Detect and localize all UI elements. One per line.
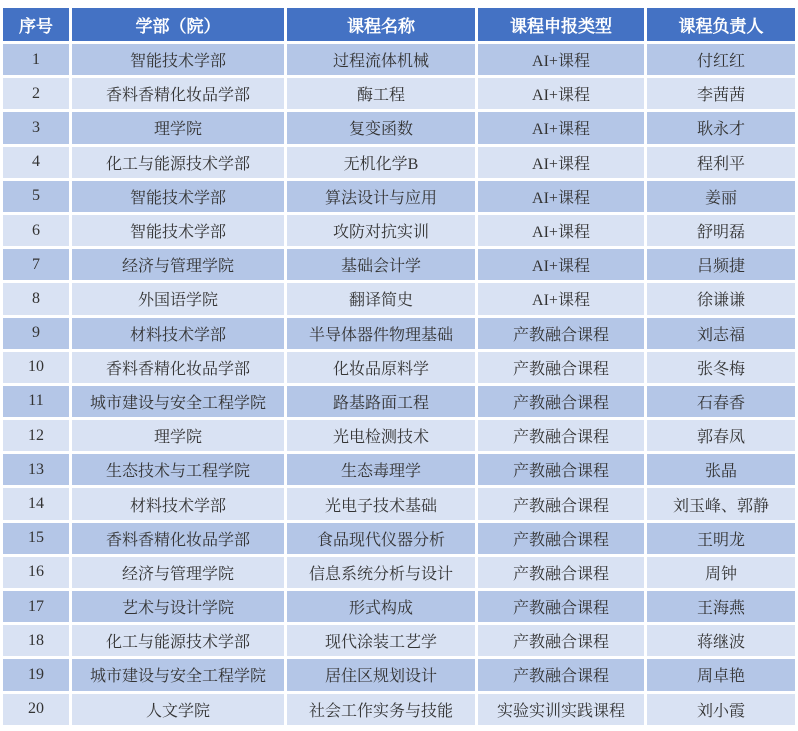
cell-department: 智能技术学部 bbox=[72, 215, 284, 246]
cell-course-name: 过程流体机械 bbox=[287, 44, 475, 75]
cell-index: 13 bbox=[3, 454, 69, 485]
cell-leader: 蒋继波 bbox=[647, 625, 795, 656]
cell-course-name: 路基路面工程 bbox=[287, 386, 475, 417]
cell-course-name: 复变函数 bbox=[287, 112, 475, 143]
cell-application-type: 产教融合课程 bbox=[478, 318, 644, 349]
cell-department: 智能技术学部 bbox=[72, 181, 284, 212]
column-header-application-type: 课程申报类型 bbox=[478, 8, 644, 41]
cell-index: 3 bbox=[3, 112, 69, 143]
cell-index: 17 bbox=[3, 591, 69, 622]
cell-application-type: 产教融合课程 bbox=[478, 591, 644, 622]
cell-leader: 徐谦谦 bbox=[647, 283, 795, 314]
cell-department: 化工与能源技术学部 bbox=[72, 147, 284, 178]
table-row bbox=[3, 112, 795, 143]
table-row bbox=[3, 352, 795, 383]
cell-department: 理学院 bbox=[72, 112, 284, 143]
cell-department: 理学院 bbox=[72, 420, 284, 451]
cell-leader: 刘志福 bbox=[647, 318, 795, 349]
cell-course-name: 酶工程 bbox=[287, 78, 475, 109]
cell-course-name: 无机化学B bbox=[287, 147, 475, 178]
cell-application-type: 产教融合课程 bbox=[478, 386, 644, 417]
table-row bbox=[3, 523, 795, 554]
cell-application-type: 产教融合课程 bbox=[478, 454, 644, 485]
cell-department: 香料香精化妆品学部 bbox=[72, 352, 284, 383]
cell-application-type: 产教融合课程 bbox=[478, 523, 644, 554]
cell-department: 艺术与设计学院 bbox=[72, 591, 284, 622]
cell-course-name: 生态毒理学 bbox=[287, 454, 475, 485]
cell-department: 城市建设与安全工程学院 bbox=[72, 386, 284, 417]
table-row bbox=[3, 694, 795, 725]
cell-index: 16 bbox=[3, 557, 69, 588]
table-row bbox=[3, 215, 795, 246]
table-body bbox=[3, 44, 795, 725]
cell-leader: 周卓艳 bbox=[647, 659, 795, 690]
cell-course-name: 翻译简史 bbox=[287, 283, 475, 314]
cell-application-type: 产教融合课程 bbox=[478, 420, 644, 451]
cell-course-name: 食品现代仪器分析 bbox=[287, 523, 475, 554]
table-row bbox=[3, 283, 795, 314]
table-row bbox=[3, 625, 795, 656]
cell-course-name: 信息系统分析与设计 bbox=[287, 557, 475, 588]
column-header-department: 学部（院） bbox=[72, 8, 284, 41]
table-row bbox=[3, 454, 795, 485]
cell-leader: 王海燕 bbox=[647, 591, 795, 622]
table-row bbox=[3, 557, 795, 588]
cell-application-type: AI+课程 bbox=[478, 112, 644, 143]
cell-department: 生态技术与工程学院 bbox=[72, 454, 284, 485]
table-row bbox=[3, 488, 795, 519]
table-row bbox=[3, 181, 795, 212]
cell-course-name: 光电检测技术 bbox=[287, 420, 475, 451]
cell-index: 6 bbox=[3, 215, 69, 246]
table-row bbox=[3, 386, 795, 417]
cell-leader: 刘小霞 bbox=[647, 694, 795, 725]
cell-department: 化工与能源技术学部 bbox=[72, 625, 284, 656]
cell-application-type: AI+课程 bbox=[478, 44, 644, 75]
cell-leader: 周钟 bbox=[647, 557, 795, 588]
cell-index: 11 bbox=[3, 386, 69, 417]
cell-index: 19 bbox=[3, 659, 69, 690]
cell-course-name: 光电子技术基础 bbox=[287, 488, 475, 519]
column-header-leader: 课程负责人 bbox=[647, 8, 795, 41]
cell-department: 香料香精化妆品学部 bbox=[72, 523, 284, 554]
cell-index: 2 bbox=[3, 78, 69, 109]
cell-leader: 姜丽 bbox=[647, 181, 795, 212]
table-row bbox=[3, 591, 795, 622]
cell-index: 15 bbox=[3, 523, 69, 554]
cell-application-type: 产教融合课程 bbox=[478, 488, 644, 519]
cell-index: 5 bbox=[3, 181, 69, 212]
cell-department: 城市建设与安全工程学院 bbox=[72, 659, 284, 690]
cell-course-name: 现代涂装工艺学 bbox=[287, 625, 475, 656]
cell-leader: 张冬梅 bbox=[647, 352, 795, 383]
cell-leader: 石春香 bbox=[647, 386, 795, 417]
cell-course-name: 化妆品原料学 bbox=[287, 352, 475, 383]
cell-application-type: 产教融合课程 bbox=[478, 557, 644, 588]
table-row bbox=[3, 44, 795, 75]
cell-department: 智能技术学部 bbox=[72, 44, 284, 75]
cell-department: 经济与管理学院 bbox=[72, 557, 284, 588]
cell-application-type: 产教融合课程 bbox=[478, 352, 644, 383]
cell-index: 9 bbox=[3, 318, 69, 349]
cell-course-name: 半导体器件物理基础 bbox=[287, 318, 475, 349]
course-table bbox=[0, 5, 798, 728]
cell-application-type: AI+课程 bbox=[478, 283, 644, 314]
cell-department: 材料技术学部 bbox=[72, 318, 284, 349]
cell-index: 4 bbox=[3, 147, 69, 178]
cell-course-name: 社会工作实务与技能 bbox=[287, 694, 475, 725]
cell-leader: 耿永才 bbox=[647, 112, 795, 143]
cell-department: 人文学院 bbox=[72, 694, 284, 725]
cell-leader: 吕频捷 bbox=[647, 249, 795, 280]
cell-leader: 程利平 bbox=[647, 147, 795, 178]
cell-application-type: AI+课程 bbox=[478, 249, 644, 280]
cell-application-type: 实验实训实践课程 bbox=[478, 694, 644, 725]
table-row bbox=[3, 420, 795, 451]
cell-leader: 张晶 bbox=[647, 454, 795, 485]
cell-index: 12 bbox=[3, 420, 69, 451]
cell-index: 20 bbox=[3, 694, 69, 725]
cell-leader: 舒明磊 bbox=[647, 215, 795, 246]
cell-department: 材料技术学部 bbox=[72, 488, 284, 519]
table-row bbox=[3, 659, 795, 690]
cell-course-name: 攻防对抗实训 bbox=[287, 215, 475, 246]
cell-course-name: 居住区规划设计 bbox=[287, 659, 475, 690]
header-row bbox=[3, 8, 795, 41]
cell-application-type: 产教融合课程 bbox=[478, 625, 644, 656]
cell-index: 14 bbox=[3, 488, 69, 519]
cell-course-name: 形式构成 bbox=[287, 591, 475, 622]
cell-leader: 付红红 bbox=[647, 44, 795, 75]
cell-department: 香料香精化妆品学部 bbox=[72, 78, 284, 109]
cell-course-name: 基础会计学 bbox=[287, 249, 475, 280]
cell-application-type: 产教融合课程 bbox=[478, 659, 644, 690]
cell-leader: 李茜茜 bbox=[647, 78, 795, 109]
table-row bbox=[3, 147, 795, 178]
cell-index: 8 bbox=[3, 283, 69, 314]
cell-index: 7 bbox=[3, 249, 69, 280]
cell-application-type: AI+课程 bbox=[478, 215, 644, 246]
cell-department: 经济与管理学院 bbox=[72, 249, 284, 280]
cell-course-name: 算法设计与应用 bbox=[287, 181, 475, 212]
cell-leader: 刘玉峰、郭静 bbox=[647, 488, 795, 519]
cell-leader: 郭春凤 bbox=[647, 420, 795, 451]
table-row bbox=[3, 318, 795, 349]
table-row bbox=[3, 249, 795, 280]
cell-leader: 王明龙 bbox=[647, 523, 795, 554]
cell-index: 1 bbox=[3, 44, 69, 75]
cell-application-type: AI+课程 bbox=[478, 147, 644, 178]
cell-index: 18 bbox=[3, 625, 69, 656]
cell-application-type: AI+课程 bbox=[478, 181, 644, 212]
cell-application-type: AI+课程 bbox=[478, 78, 644, 109]
column-header-course-name: 课程名称 bbox=[287, 8, 475, 41]
cell-index: 10 bbox=[3, 352, 69, 383]
column-header-index: 序号 bbox=[3, 8, 69, 41]
cell-department: 外国语学院 bbox=[72, 283, 284, 314]
table-row bbox=[3, 78, 795, 109]
